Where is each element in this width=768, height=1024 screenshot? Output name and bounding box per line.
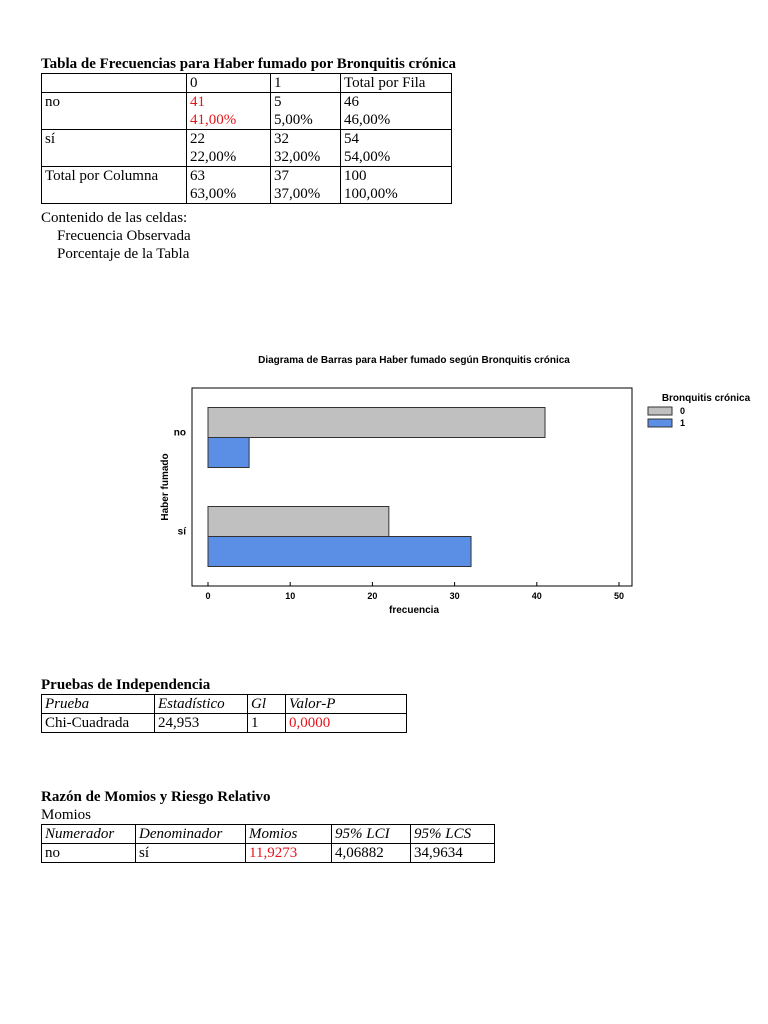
data-cell: 24,953	[155, 714, 248, 733]
bars-group	[208, 408, 545, 567]
chart-title: Diagrama de Barras para Haber fumado según Bronquitis crónica	[258, 355, 570, 366]
frequency-table	[41, 73, 452, 204]
freq-table-title: Tabla de Frecuencias para Haber fumado por Bronquitis crónica	[41, 56, 457, 72]
table-header-row	[42, 695, 407, 714]
table-header-row	[42, 825, 495, 844]
cell-contents-item: Porcentaje de la Tabla	[57, 246, 190, 262]
row-label-empty	[42, 148, 187, 167]
percent-cell: 37,00%	[271, 185, 341, 204]
table-row	[42, 167, 452, 186]
header-cell: Momios	[246, 825, 332, 844]
bar-no-series-1	[208, 438, 249, 468]
table-row	[42, 111, 452, 130]
count-cell: 63	[187, 167, 271, 186]
header-cell: Valor-P	[286, 695, 407, 714]
x-tick-label: 0	[205, 591, 211, 601]
row-label: sí	[42, 130, 187, 149]
x-tick-label: 50	[613, 591, 625, 601]
percent-cell: 46,00%	[341, 111, 452, 130]
independence-table	[41, 694, 407, 733]
legend-swatch	[648, 407, 672, 415]
bar-no-series-0	[208, 408, 545, 438]
header-cell: 95% LCI	[332, 825, 411, 844]
odds-table	[41, 824, 495, 863]
bar-chart	[150, 345, 760, 625]
header-cell: Total por Fila	[341, 74, 452, 93]
table-row	[42, 93, 452, 112]
data-cell: 11,9273	[246, 844, 332, 863]
header-cell	[42, 74, 187, 93]
data-cell: no	[42, 844, 136, 863]
header-cell: Numerador	[42, 825, 136, 844]
x-axis-label: frecuencia	[388, 605, 440, 616]
cell-contents-item: Frecuencia Observada	[57, 228, 191, 244]
percent-cell: 54,00%	[341, 148, 452, 167]
data-cell: 34,9634	[411, 844, 495, 863]
legend	[648, 406, 685, 428]
legend-entry: 0	[680, 406, 686, 416]
bar-sí-series-0	[208, 507, 389, 537]
data-cell: 0,0000	[286, 714, 407, 733]
count-cell: 54	[341, 130, 452, 149]
table-row	[42, 844, 495, 863]
odds-subtitle: Momios	[41, 807, 92, 823]
header-cell: Estadístico	[155, 695, 248, 714]
data-cell: Chi-Cuadrada	[42, 714, 155, 733]
header-cell: 1	[271, 74, 341, 93]
percent-cell: 22,00%	[187, 148, 271, 167]
percent-cell: 63,00%	[187, 185, 271, 204]
header-cell: Prueba	[42, 695, 155, 714]
y-tick-label: sí	[177, 526, 186, 538]
data-cell: sí	[136, 844, 246, 863]
x-tick-label: 40	[531, 591, 542, 601]
independence-title: Pruebas de Independencia	[41, 677, 211, 693]
row-label-empty	[42, 111, 187, 130]
header-cell: Gl	[248, 695, 286, 714]
table-header-row	[42, 74, 452, 93]
count-cell: 32	[271, 130, 341, 149]
odds-title: Razón de Momios y Riesgo Relativo	[41, 789, 271, 805]
count-cell: 46	[341, 93, 452, 112]
legend-title: Bronquitis crónica	[661, 393, 751, 404]
percent-cell: 100,00%	[341, 185, 452, 204]
count-cell: 5	[271, 93, 341, 112]
legend-entry: 1	[680, 418, 686, 428]
count-cell: 22	[187, 130, 271, 149]
percent-cell: 41,00%	[187, 111, 271, 130]
x-tick-label: 20	[367, 591, 378, 601]
count-cell: 100	[341, 167, 452, 186]
table-row	[42, 714, 407, 733]
row-label: no	[42, 93, 187, 112]
percent-cell: 5,00%	[271, 111, 341, 130]
x-tick-label: 30	[449, 591, 460, 601]
table-row	[42, 185, 452, 204]
legend-swatch	[648, 419, 672, 427]
count-cell: 37	[271, 167, 341, 186]
cell-contents-label: Contenido de las celdas:	[41, 210, 188, 226]
header-cell: 0	[187, 74, 271, 93]
header-cell: 95% LCS	[411, 825, 495, 844]
row-label-empty	[42, 185, 187, 204]
table-row	[42, 148, 452, 167]
bar-sí-series-1	[208, 537, 471, 567]
header-cell: Denominador	[136, 825, 246, 844]
percent-cell: 32,00%	[271, 148, 341, 167]
row-label: Total por Columna	[42, 167, 187, 186]
table-row	[42, 130, 452, 149]
count-cell: 41	[187, 93, 271, 112]
x-axis-ticks	[205, 582, 624, 601]
y-tick-label: no	[173, 427, 186, 439]
y-axis-label: Haber fumado	[160, 453, 171, 521]
y-axis-labels	[174, 428, 187, 538]
data-cell: 1	[248, 714, 286, 733]
data-cell: 4,06882	[332, 844, 411, 863]
x-tick-label: 10	[285, 591, 296, 601]
